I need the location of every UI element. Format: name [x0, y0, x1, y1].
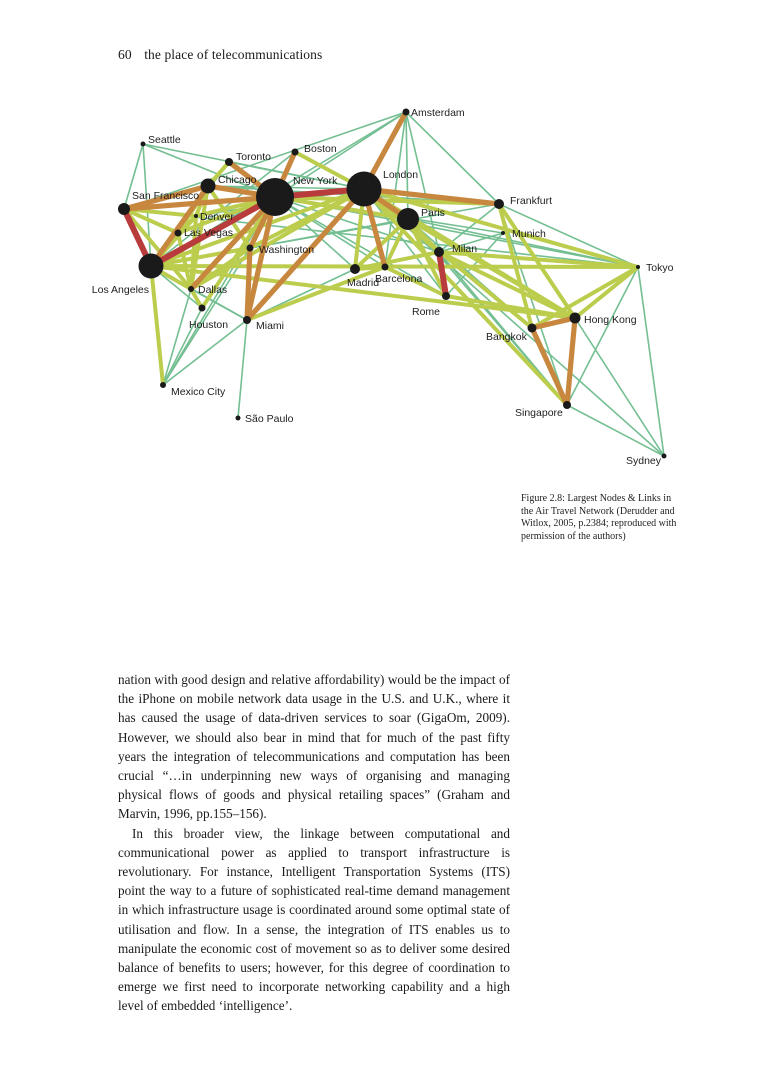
- body-text: [118, 670, 510, 1016]
- node-frankfurt: [494, 199, 504, 209]
- node-amsterdam: [403, 109, 410, 116]
- node-paris: [397, 208, 419, 230]
- label-singapore: Singapore: [515, 407, 563, 419]
- node-rome: [442, 292, 450, 300]
- major-link: [247, 248, 250, 320]
- node-washington: [247, 245, 254, 252]
- label-seattle: Seattle: [148, 134, 181, 146]
- node-tokyo: [636, 265, 640, 269]
- node-denver: [194, 214, 198, 218]
- node-london: [347, 172, 382, 207]
- node-las-vegas: [175, 230, 182, 237]
- label-san-francisco: San Francisco: [132, 190, 200, 202]
- label-paris: Paris: [421, 207, 445, 219]
- label-toronto: Toronto: [236, 151, 272, 163]
- paragraph: nation with good design and relative affordability) would be the impact of the iPhone on mobile network data usage in the U.S. and U.K., where it has caused the usage of data-driven services to soar (GigaOm, 2009). However, we should also bear in mind that for much of the past fifty years the integration of telecommunications and computation has been crucial “…in underpinning new ways of organising and managing physical flows of goods and physical retailing spaces” (Graham and Marvin, 1996, pp.155–156).: [118, 672, 510, 822]
- node-sydney: [662, 454, 667, 459]
- node-san-francisco: [118, 203, 130, 215]
- figure-caption: Figure 2.8: Largest Nodes & Links in the Air Travel Network (Derudder and Witlox, 2005, p.2384; reproduced with permission of the authors): [521, 493, 677, 542]
- thin-link: [575, 318, 664, 456]
- node-seattle: [141, 142, 146, 147]
- label-sydney: Sydney: [626, 455, 662, 467]
- node-singapore: [563, 401, 571, 409]
- node-munich: [501, 231, 505, 235]
- label-milan: Milan: [452, 243, 478, 255]
- label-washington: Washington: [259, 244, 315, 256]
- node-hong-kong: [570, 313, 581, 324]
- thin-link: [638, 267, 664, 456]
- label-munich: Munich: [512, 228, 546, 240]
- label-denver: Denver: [200, 211, 234, 223]
- node-boston: [292, 149, 299, 156]
- label-amsterdam: Amsterdam: [411, 107, 465, 119]
- node-toronto: [225, 158, 233, 166]
- node-milan: [434, 247, 444, 257]
- node-madrid: [350, 264, 360, 274]
- label-madrid: Madrid: [347, 277, 380, 289]
- node-miami: [243, 316, 251, 324]
- label-sao-paulo: São Paulo: [245, 413, 294, 425]
- medium-link: [151, 266, 163, 385]
- label-new-york: New York: [293, 175, 338, 187]
- label-dallas: Dallas: [198, 284, 228, 296]
- label-tokyo: Tokyo: [646, 262, 674, 274]
- label-london: London: [383, 169, 419, 181]
- page-number: 60: [118, 47, 132, 62]
- node-bangkok: [528, 324, 537, 333]
- node-barcelona: [382, 264, 389, 271]
- air-network-map: [0, 0, 761, 490]
- label-miami: Miami: [256, 320, 284, 332]
- label-bangkok: Bangkok: [486, 331, 527, 343]
- major-link: [532, 328, 567, 405]
- paragraph: In this broader view, the linkage between computational and communicational power as applied to transport infrastructure is revolutionary. For instance, Intelligent Transportation Systems (ITS) point the way to a future of sophisticated real-time demand management in which infrastructure usage is coordinated around some optimal state of utilisation and flow. In a sense, the integration of ITS enables us to manipulate the economic cost of movement so as to deliver some desired balance of benefits to users; however, for this degree of coordination to emerge we first need to incorporate networking capability and a high level of embedded ‘intelligence’.: [118, 825, 510, 1014]
- network-labels: [92, 107, 674, 467]
- label-rome: Rome: [412, 306, 441, 318]
- node-mexico-city: [160, 382, 166, 388]
- label-houston: Houston: [189, 319, 229, 331]
- running-title: the place of telecommunications: [144, 47, 323, 62]
- label-hong-kong: Hong Kong: [584, 314, 637, 326]
- label-barcelona: Barcelona: [375, 273, 423, 285]
- node-houston: [199, 305, 206, 312]
- label-chicago: Chicago: [218, 174, 257, 186]
- node-dallas: [188, 286, 194, 292]
- node-new-york: [256, 178, 294, 216]
- label-las-vegas: Las Vegas: [184, 227, 234, 239]
- thin-link: [238, 320, 247, 418]
- label-frankfurt: Frankfurt: [510, 195, 553, 207]
- node-chicago: [201, 179, 216, 194]
- thin-link: [406, 112, 499, 204]
- node-sao-paulo: [236, 416, 241, 421]
- label-los-angeles: Los Angeles: [91, 284, 149, 296]
- label-boston: Boston: [304, 143, 337, 155]
- node-los-angeles: [139, 254, 164, 279]
- label-mexico-city: Mexico City: [171, 386, 226, 398]
